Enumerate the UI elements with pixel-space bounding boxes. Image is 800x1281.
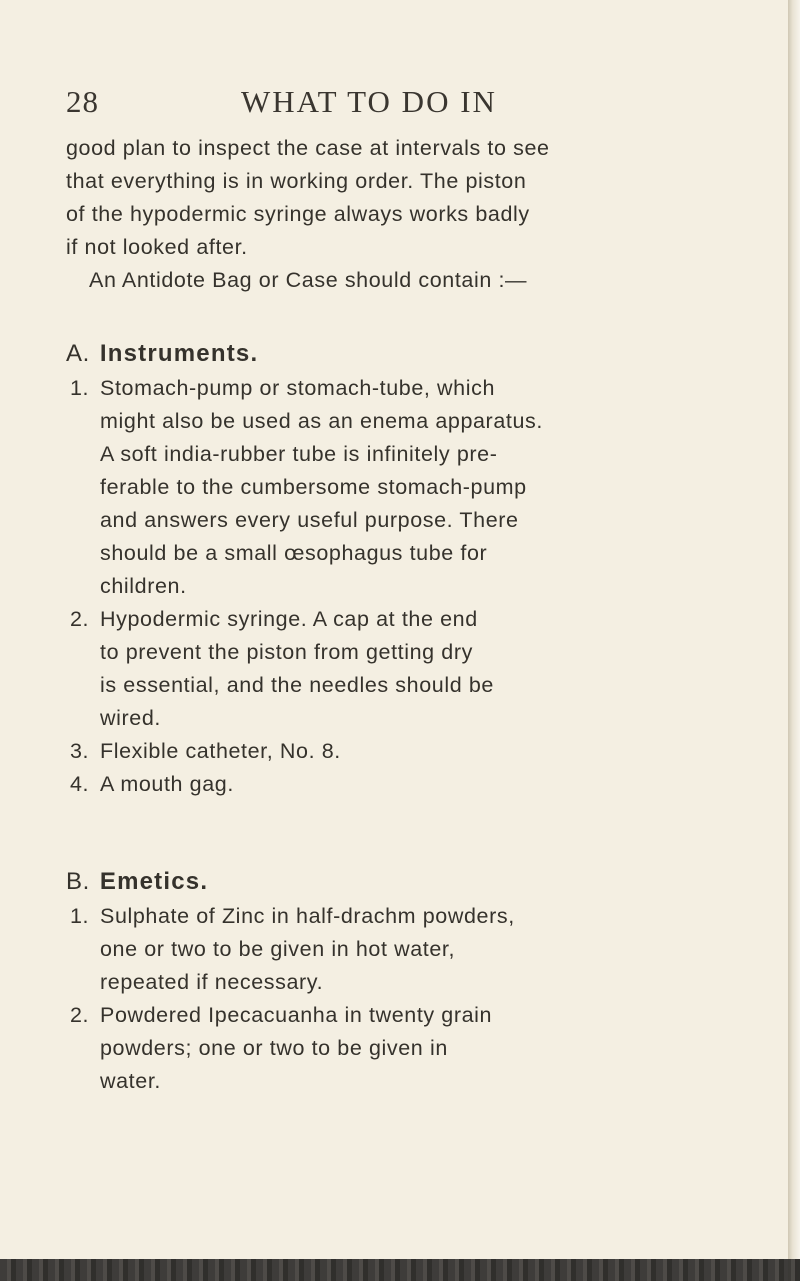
contain-line: An Antidote Bag or Case should contain :— xyxy=(89,268,528,292)
text-line: of the hypodermic syringe always works badly xyxy=(66,202,530,226)
section-emetics xyxy=(66,864,742,1098)
list-item xyxy=(66,999,742,1098)
item-line: A soft india-rubber tube is infinitely pre- xyxy=(100,442,498,466)
item-line: ferable to the cumbersome stomach-pump xyxy=(100,475,527,499)
item-number: 1. xyxy=(70,376,90,400)
running-title: WHAT TO DO IN xyxy=(241,84,497,119)
section-heading xyxy=(66,864,742,900)
list-item xyxy=(66,900,742,999)
list-item xyxy=(66,603,742,735)
text-line: that everything is in working order. The piston xyxy=(66,169,527,193)
item-number: 2. xyxy=(70,1003,90,1027)
section-instruments xyxy=(66,336,742,801)
item-line: Stomach-pump or stomach-tube, which xyxy=(100,376,496,400)
list-item xyxy=(66,372,742,603)
list-item xyxy=(66,735,742,768)
text-line: good plan to inspect the case at intervals to see xyxy=(66,136,550,160)
section-letter: B. xyxy=(66,868,90,895)
page-header xyxy=(66,84,746,124)
text-line: if not looked after. xyxy=(66,235,248,259)
page-edge-shadow xyxy=(788,0,800,1281)
item-line: wired. xyxy=(100,706,161,730)
item-line: might also be used as an enema apparatus. xyxy=(100,409,543,433)
item-line: and answers every useful purpose. There xyxy=(100,508,519,532)
section-heading xyxy=(66,336,742,372)
intro-paragraph xyxy=(66,132,742,297)
item-line: Powdered Ipecacuanha in twenty grain xyxy=(100,1003,493,1027)
item-number: 1. xyxy=(70,904,90,928)
item-line: is essential, and the needles should be xyxy=(100,673,494,697)
list-item xyxy=(66,768,742,801)
section-title: Instruments. xyxy=(99,340,259,367)
item-line: Hypodermic syringe. A cap at the end xyxy=(100,607,478,631)
section-title: Emetics. xyxy=(99,868,209,895)
item-line: should be a small œsophagus tube for xyxy=(100,541,488,565)
item-number: 2. xyxy=(70,607,90,631)
item-line: water. xyxy=(100,1069,161,1093)
item-line: powders; one or two to be given in xyxy=(100,1036,448,1060)
item-number: 3. xyxy=(70,739,90,763)
item-line: children. xyxy=(100,574,187,598)
item-line: to prevent the piston from getting dry xyxy=(100,640,473,664)
item-line: Flexible catheter, No. 8. xyxy=(100,739,341,763)
section-letter: A. xyxy=(66,340,90,367)
item-number: 4. xyxy=(70,772,90,796)
page-number: 28 xyxy=(66,84,99,119)
scan-bottom-edge xyxy=(0,1259,800,1281)
item-line: one or two to be given in hot water, xyxy=(100,937,456,961)
item-line: A mouth gag. xyxy=(100,772,234,796)
item-line: Sulphate of Zinc in half-drachm powders, xyxy=(100,904,515,928)
item-line: repeated if necessary. xyxy=(100,970,324,994)
